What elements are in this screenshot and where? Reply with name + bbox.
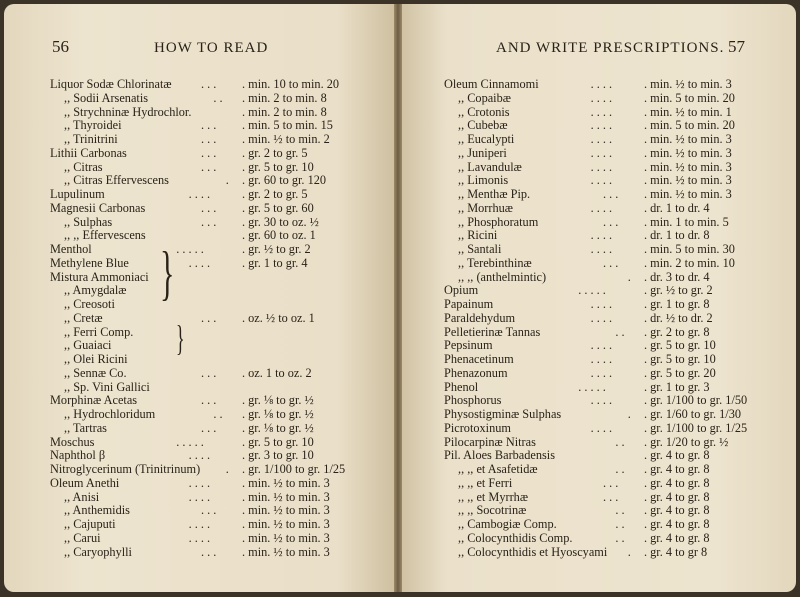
drug-name: Pil. Aloes Barbadensis — [444, 448, 556, 463]
mistura-group-brace: } — [160, 240, 175, 306]
leader-dots: . . . . — [590, 297, 613, 311]
dose-range: . dr. ½ to dr. 2 — [644, 310, 713, 325]
drug-name: Naphthol β — [50, 448, 106, 463]
leader-dots: . . . . — [188, 489, 211, 504]
dose-range: . dr. 1 to dr. 4 — [644, 200, 710, 215]
dose-range: . gr. 2 to gr. 5 — [242, 187, 308, 201]
drug-name: ,, Lavandulæ — [458, 159, 522, 174]
leader-dots: . . . . — [590, 338, 613, 353]
dose-range: . min. 5 to min. 30 — [644, 242, 735, 256]
leader-dots: . . . . — [590, 104, 613, 119]
dose-range: . gr. 5 to gr. 10 — [242, 434, 314, 449]
drug-name: ,, Cambogiæ Comp. — [458, 517, 557, 531]
drug-name: Magnesii Carbonas — [50, 200, 146, 215]
dosage-row — [444, 422, 769, 436]
drug-name: ,, Eucalypti — [458, 132, 515, 146]
drug-name: Phosphorus — [444, 393, 502, 408]
drug-name: ,, Crotonis — [458, 104, 510, 119]
dosage-row — [444, 271, 769, 285]
dose-range: . min. ½ to min. 3 — [242, 489, 330, 504]
dosage-row — [444, 161, 769, 175]
drug-name: ,, Citras — [64, 159, 103, 174]
dosage-row — [444, 216, 769, 230]
dosage-row — [50, 257, 365, 271]
dosage-row — [50, 161, 365, 175]
drug-name: Papainum — [444, 297, 494, 311]
dosage-row — [50, 312, 365, 326]
dose-range: . gr. 1 to gr. 4 — [242, 255, 308, 270]
dosage-row — [444, 147, 769, 161]
dose-range: . gr. 4 to gr. 8 — [644, 503, 710, 518]
drug-name: Morphinæ Acetas — [50, 393, 138, 408]
dosage-row — [444, 202, 769, 216]
leader-dots: . . — [615, 517, 625, 531]
dosage-row — [50, 106, 365, 120]
dose-range: . min. ½ to min. 1 — [644, 104, 732, 119]
drug-name: ,, Hydrochloridum — [64, 407, 156, 421]
drug-name: ,, Phosphoratum — [458, 214, 539, 229]
dose-range: . min. 5 to min. 20 — [644, 90, 735, 105]
leader-dots: . . . . . — [578, 379, 606, 394]
left-running-title: HOW TO READ — [154, 40, 269, 56]
drug-name: Oleum Anethi — [50, 475, 120, 490]
leader-dots: . . . . — [590, 393, 613, 408]
dosage-row — [444, 394, 769, 408]
leader-dots: . . . . — [590, 132, 613, 146]
dosage-row — [50, 284, 365, 298]
leader-dots: . — [627, 407, 631, 421]
dosage-row — [50, 326, 365, 340]
dosage-row — [50, 449, 365, 463]
leader-dots: . . . — [201, 118, 217, 133]
leader-dots: . . . — [603, 214, 619, 229]
dose-range: . gr. 1/60 to gr. 1/30 — [644, 407, 742, 421]
dosage-row — [444, 367, 769, 381]
drug-name: ,, ,, et Myrrhæ — [458, 489, 529, 504]
drug-name: Phenacetinum — [444, 352, 514, 366]
leader-dots: . . . . — [590, 365, 613, 380]
dose-range: . gr. 4 to gr 8 — [644, 544, 708, 559]
leader-dots: . . . . — [590, 228, 613, 243]
dose-range: . gr. 1/100 to gr. 1/50 — [644, 393, 748, 408]
drug-name: Paraldehydum — [444, 310, 516, 325]
leader-dots: . . . . — [188, 517, 211, 531]
leader-dots: . — [627, 269, 631, 284]
drug-name: ,, ,, Socotrinæ — [458, 503, 527, 518]
drug-name: Opium — [444, 283, 479, 298]
dosage-row — [50, 408, 365, 422]
leader-dots: . . . . . — [176, 434, 204, 449]
leader-dots: . . . — [603, 187, 619, 201]
leader-dots: . . . . — [188, 187, 211, 201]
dose-range: . min. ½ to min. 3 — [644, 159, 732, 174]
dose-range: . min. ½ to min. 3 — [242, 517, 330, 531]
dosage-row — [50, 133, 365, 147]
dose-range: . gr. 1 to gr. 3 — [644, 379, 710, 394]
dosage-row — [444, 381, 769, 395]
dose-range: . gr. 60 to gr. 120 — [242, 173, 327, 188]
dose-range: . gr. ½ to gr. 2 — [644, 283, 713, 298]
drug-name: ,, ,, et Asafetidæ — [458, 462, 538, 476]
drug-name: ,, Terebinthinæ — [458, 255, 532, 270]
leader-dots: . . . . — [590, 173, 613, 188]
leader-dots: . — [225, 462, 229, 476]
dose-range: . gr. 1/20 to gr. ½ — [644, 434, 729, 449]
drug-name: ,, Colocynthidis et Hyoscyami — [458, 544, 608, 559]
leader-dots: . . . — [201, 544, 217, 559]
leader-dots: . . . — [603, 255, 619, 270]
dosage-row — [50, 92, 365, 106]
dose-range: . min. ½ to min. 2 — [242, 132, 330, 146]
leader-dots: . . . — [201, 310, 217, 325]
leader-dots: . . . . — [590, 310, 613, 325]
dose-range: . gr. ½ to gr. 2 — [242, 242, 311, 256]
dose-range: . min. ½ to min. 3 — [644, 132, 732, 146]
drug-name: ,, ,, (anthelmintic) — [458, 269, 547, 284]
leader-dots: . . . . — [188, 255, 211, 270]
dose-range: . min. 10 to min. 20 — [242, 77, 340, 91]
dosage-row — [50, 174, 365, 188]
dose-range: . gr. 60 to oz. 1 — [242, 228, 316, 243]
dosage-row — [50, 216, 365, 230]
dosage-row — [444, 78, 769, 92]
dosage-row — [444, 284, 769, 298]
dose-range: . gr. ⅛ to gr. ½ — [242, 420, 314, 435]
dosage-row — [444, 174, 769, 188]
dose-range: . min. 5 to min. 20 — [644, 118, 735, 133]
drug-name: Mistura Ammoniaci — [50, 269, 149, 284]
dose-range: . dr. 1 to dr. 8 — [644, 228, 710, 243]
dose-range: . gr. 4 to gr. 8 — [644, 489, 710, 504]
drug-name: Moschus — [50, 434, 95, 449]
leader-dots: . . — [213, 407, 223, 421]
dosage-row — [444, 243, 769, 257]
dosage-row — [50, 504, 365, 518]
drug-name: ,, Cajuputi — [64, 517, 116, 531]
drug-name: Lithii Carbonas — [50, 145, 127, 160]
dose-range: . gr. 1 to gr. 8 — [644, 297, 710, 311]
dose-range: . min. ½ to min. 3 — [242, 503, 330, 518]
leader-dots: . . . . — [188, 530, 211, 545]
dose-range: . min. ½ to min. 3 — [644, 77, 732, 91]
dosage-row — [50, 78, 365, 92]
left-page-number: 56 — [52, 37, 69, 56]
drug-name: Methylene Blue — [50, 255, 129, 270]
drug-name: ,, Ferri Comp. — [64, 324, 134, 339]
drug-name: Pelletierinæ Tannas — [444, 324, 541, 339]
dose-range: . min. ½ to min. 3 — [242, 475, 330, 490]
leader-dots: . . . — [201, 159, 217, 174]
dosage-row — [50, 436, 365, 450]
dose-range: . gr. 2 to gr. 8 — [644, 324, 710, 339]
dose-range: . min. ½ to min. 3 — [644, 187, 732, 201]
dosage-row — [444, 518, 769, 532]
leader-dots: . . . . — [590, 200, 613, 215]
dosage-row — [50, 119, 365, 133]
dosage-row — [444, 133, 769, 147]
drug-name: ,, Sp. Vini Gallici — [64, 379, 150, 394]
dosage-row — [444, 532, 769, 546]
leader-dots: . . . . — [188, 475, 211, 490]
dose-range: . min. 2 to min. 8 — [242, 104, 327, 119]
drug-name: ,, Limonis — [458, 173, 509, 188]
drug-name: ,, Anisi — [64, 489, 100, 504]
drug-name: ,, Sennæ Co. — [64, 365, 127, 380]
left-dosage-list — [50, 78, 365, 559]
leader-dots: . . . — [201, 77, 217, 91]
drug-name: Liquor Sodæ Chlorinatæ — [50, 77, 172, 91]
leader-dots: . . — [615, 462, 625, 476]
dose-range: . oz. ½ to oz. 1 — [242, 310, 315, 325]
dosage-row — [50, 491, 365, 505]
dose-range: . gr. ⅛ to gr. ½ — [242, 393, 314, 408]
dosage-row — [444, 504, 769, 518]
drug-name: ,, Menthæ Pip. — [458, 187, 531, 201]
leader-dots: . . — [615, 503, 625, 518]
drug-name: Lupulinum — [50, 187, 105, 201]
dosage-row — [50, 243, 365, 257]
book-gutter — [394, 4, 402, 592]
dose-range: . gr. 4 to gr. 8 — [644, 462, 710, 476]
leader-dots: . — [225, 173, 229, 188]
drug-name: Phenazonum — [444, 365, 508, 380]
drug-name: ,, Tartras — [64, 420, 107, 435]
dose-range: . gr. 4 to gr. 8 — [644, 475, 710, 490]
dosage-row — [444, 449, 769, 463]
leader-dots: . . . — [603, 475, 619, 490]
drug-name: ,, Sodii Arsenatis — [64, 90, 149, 105]
leader-dots: . . . — [201, 132, 217, 146]
dosage-row — [444, 546, 769, 560]
drug-name: ,, ,, Effervescens — [64, 228, 146, 243]
drug-name: ,, Carui — [64, 530, 101, 545]
dosage-row — [444, 339, 769, 353]
dose-range: . gr. 5 to gr. 10 — [644, 352, 716, 366]
dose-range: . min. ½ to min. 3 — [242, 544, 330, 559]
dosage-row — [50, 381, 365, 395]
leader-dots: . . . — [201, 420, 217, 435]
dosage-row — [50, 229, 365, 243]
dosage-row — [444, 436, 769, 450]
dosage-row — [444, 477, 769, 491]
dosage-row — [50, 546, 365, 560]
leader-dots: . . . . . — [578, 283, 606, 298]
dose-range: . min. 5 to min. 15 — [242, 118, 333, 133]
drug-name: ,, Ricini — [458, 228, 498, 243]
drug-name: Physostigminæ Sulphas — [444, 407, 562, 421]
dose-range: . min. 2 to min. 10 — [644, 255, 735, 270]
leader-dots: . . . . — [590, 145, 613, 160]
leader-dots: . . . . — [590, 159, 613, 174]
drug-name: ,, Anthemidis — [64, 503, 130, 518]
dosage-row — [50, 202, 365, 216]
drug-name: Pepsinum — [444, 338, 493, 353]
leader-dots: . . . . . — [176, 242, 204, 256]
dosage-row — [50, 147, 365, 161]
dose-range: . gr. 4 to gr. 8 — [644, 517, 710, 531]
dosage-row — [50, 339, 365, 353]
dosage-row — [50, 532, 365, 546]
leader-dots: . . — [615, 530, 625, 545]
dose-range: . min. ½ to min. 3 — [644, 173, 732, 188]
dose-range: . gr. ⅛ to gr. ½ — [242, 407, 314, 421]
drug-name: ,, Sulphas — [64, 214, 113, 229]
dose-range: . gr. 5 to gr. 10 — [242, 159, 314, 174]
sennae-group-brace: } — [176, 318, 185, 358]
dosage-row — [444, 326, 769, 340]
dosage-row — [444, 106, 769, 120]
dosage-row — [50, 188, 365, 202]
leader-dots: . . . — [201, 200, 217, 215]
leader-dots: . . . — [201, 365, 217, 380]
dose-range: . min. ½ to min. 3 — [242, 530, 330, 545]
leader-dots: . . . . — [188, 448, 211, 463]
dose-range: . gr. 3 to gr. 10 — [242, 448, 314, 463]
dose-range: . dr. 3 to dr. 4 — [644, 269, 710, 284]
leader-dots: . . — [615, 324, 625, 339]
drug-name: ,, Caryophylli — [64, 544, 132, 559]
drug-name: ,, Olei Ricini — [64, 352, 128, 366]
dosage-row — [444, 188, 769, 202]
dosage-row — [444, 229, 769, 243]
leader-dots: . . . — [201, 214, 217, 229]
leader-dots: . . — [213, 90, 223, 105]
drug-name: Menthol — [50, 242, 92, 256]
leader-dots: . . . . — [590, 352, 613, 366]
dosage-row — [50, 353, 365, 367]
leader-dots: . . . — [201, 503, 217, 518]
leader-dots: . . . . — [590, 77, 613, 91]
dose-range: . min. 1 to min. 5 — [644, 214, 729, 229]
dose-range: . min. 2 to min. 8 — [242, 90, 327, 105]
drug-name: ,, Strychninæ Hydrochlor. — [64, 104, 192, 119]
drug-name: ,, Juniperi — [458, 145, 507, 160]
dosage-row — [50, 394, 365, 408]
dosage-row — [444, 298, 769, 312]
dosage-row — [50, 422, 365, 436]
dosage-row — [444, 408, 769, 422]
drug-name: ,, Trinitrini — [64, 132, 118, 146]
leader-dots: . . . — [201, 145, 217, 160]
dosage-row — [444, 257, 769, 271]
dosage-row — [50, 271, 365, 285]
leader-dots: . . . . — [590, 118, 613, 133]
right-dosage-list — [444, 78, 769, 559]
drug-name: Oleum Cinnamomi — [444, 77, 539, 91]
dosage-row — [50, 518, 365, 532]
dosage-row — [444, 463, 769, 477]
drug-name: ,, Citras Effervescens — [64, 173, 169, 188]
dosage-row — [444, 312, 769, 326]
dose-range: . gr. 5 to gr. 60 — [242, 200, 314, 215]
dosage-row — [444, 491, 769, 505]
drug-name: Phenol — [444, 379, 479, 394]
dose-range: . gr. 1/100 to gr. 1/25 — [644, 420, 748, 435]
dose-range: . gr. 5 to gr. 20 — [644, 365, 716, 380]
dose-range: . min. ½ to min. 3 — [644, 145, 732, 160]
leader-dots: . . — [615, 434, 625, 449]
dose-range: . gr. 4 to gr. 8 — [644, 448, 710, 463]
dosage-row — [50, 477, 365, 491]
drug-name: ,, Copaibæ — [458, 90, 511, 105]
dosage-row — [444, 119, 769, 133]
leader-dots: . . . — [201, 393, 217, 408]
drug-name: ,, Cretæ — [64, 310, 103, 325]
leader-dots: . . . — [603, 489, 619, 504]
leader-dots: . . . . — [590, 420, 613, 435]
drug-name: ,, Morrhuæ — [458, 200, 513, 215]
drug-name: ,, Creosoti — [64, 297, 115, 311]
dose-range: . gr. 2 to gr. 5 — [242, 145, 308, 160]
dosage-row — [50, 367, 365, 381]
drug-name: Picrotoxinum — [444, 420, 511, 435]
drug-name: Nitroglycerinum (Trinitrinum) — [50, 462, 201, 476]
dose-range: . gr. 4 to gr. 8 — [644, 530, 710, 545]
drug-name: ,, Amygdalæ — [64, 283, 127, 298]
drug-name: ,, Santali — [458, 242, 502, 256]
dosage-row — [444, 353, 769, 367]
leader-dots: . — [627, 544, 631, 559]
drug-name: ,, Thyroidei — [64, 118, 122, 133]
dose-range: . gr. 30 to oz. ½ — [242, 214, 319, 229]
dose-range: . gr. 5 to gr. 10 — [644, 338, 716, 353]
drug-name: ,, Guaiaci — [64, 338, 112, 353]
right-running-title: AND WRITE PRESCRIPTIONS. — [496, 40, 725, 56]
dose-range: . gr. 1/100 to gr. 1/25 — [242, 462, 346, 476]
drug-name: ,, Cubebæ — [458, 118, 508, 133]
leader-dots: . . . . — [590, 242, 613, 256]
dose-range: . oz. 1 to oz. 2 — [242, 365, 312, 380]
leader-dots: . . . . — [590, 90, 613, 105]
drug-name: ,, ,, et Ferri — [458, 475, 513, 490]
dosage-row — [50, 298, 365, 312]
right-page-number: 57 — [728, 37, 745, 56]
drug-name: Pilocarpinæ Nitras — [444, 434, 536, 449]
drug-name: ,, Colocynthidis Comp. — [458, 530, 573, 545]
dosage-row — [50, 463, 365, 477]
dosage-row — [444, 92, 769, 106]
